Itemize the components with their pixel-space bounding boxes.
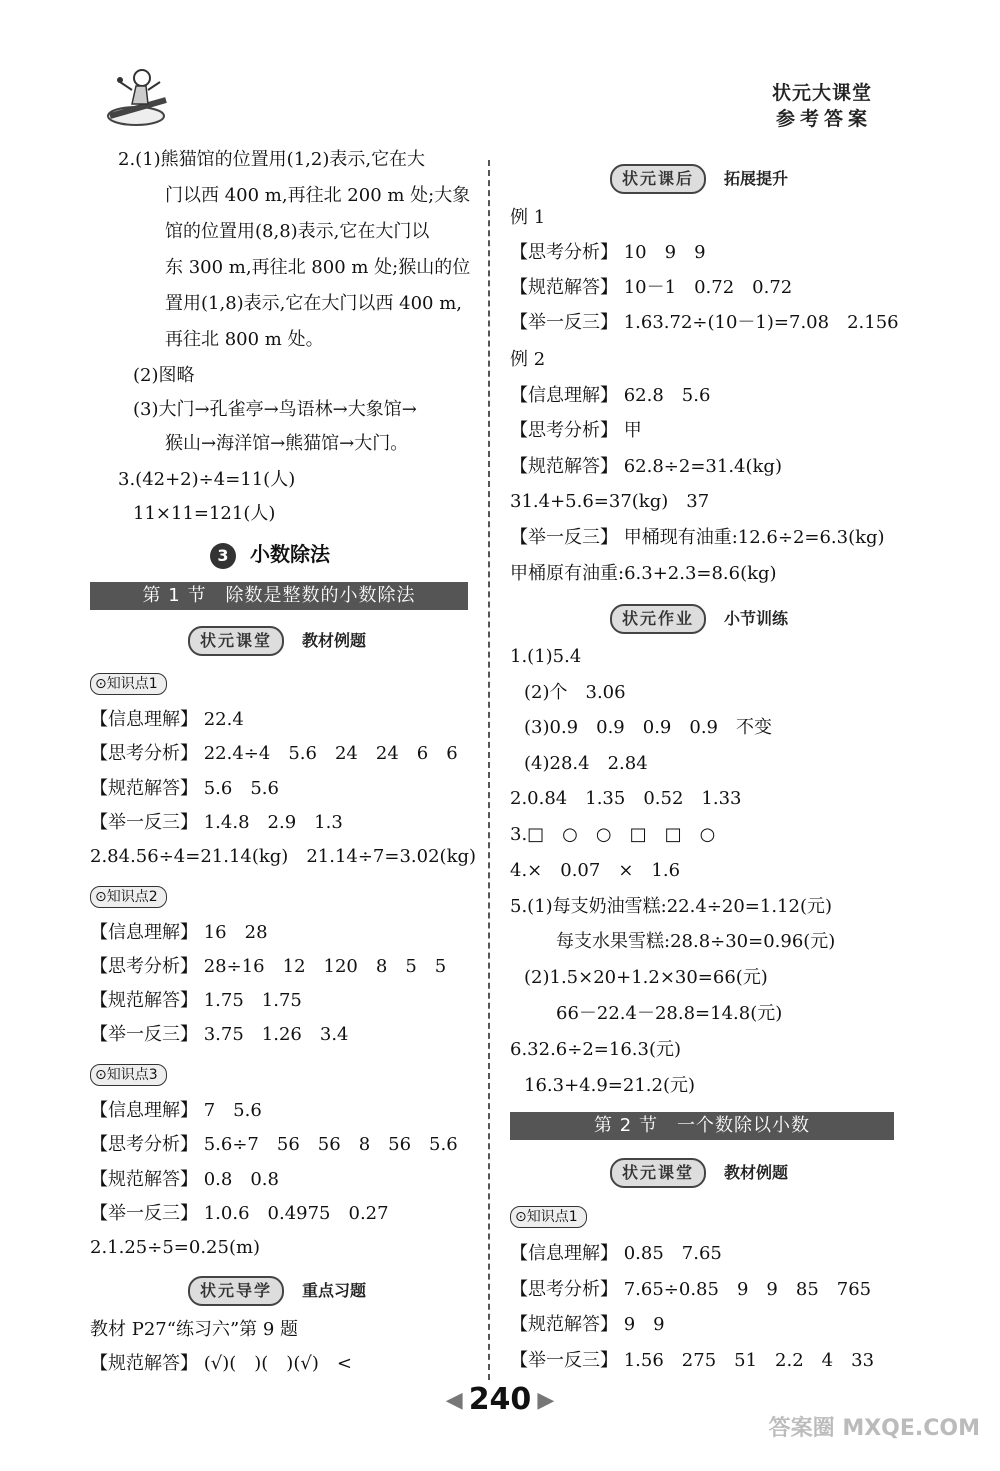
text-line: (2)1.5×20+1.2×30=66(元) [524,967,768,988]
text-line: 66－22.4－28.8=14.8(元) [556,1003,783,1024]
text-line: 【思考分析】 10 9 9 [510,242,706,263]
text-line: 2.1.25÷5=0.25(m) [90,1237,261,1258]
text-line: 【思考分析】 7.65÷0.85 9 9 85 765 [510,1279,872,1300]
text-line: 【信息理解】 16 28 [90,922,268,943]
text-line: 【思考分析】 甲 [510,420,642,441]
badge-logo-1: 状元课堂 [188,626,284,656]
text-line: 3.□ ○ ○ □ □ ○ [510,824,716,845]
mascot-icon [102,60,174,132]
text-line: 例 1 [510,207,546,228]
watermark-text: 答案圈 MXQE.COM [768,1416,980,1441]
text-line: (4)28.4 2.84 [524,753,648,774]
text-line: 【信息理解】 22.4 [90,709,244,730]
text-line: 【规范解答】 0.8 0.8 [90,1169,279,1190]
text-line: 11×11=121(人) [133,503,276,524]
text-line: 【思考分析】 22.4÷4 5.6 24 24 6 6 [90,743,458,764]
text-line: 猴山→海洋馆→熊猫馆→大门。 [165,433,409,454]
text-line: 再往北 800 m 处。 [165,329,324,350]
badge-logo-5: 状元课堂 [610,1158,706,1188]
text-line: 教材 P27“练习六”第 9 题 [90,1319,299,1340]
play-icon: ⊙ [95,676,107,692]
knowledge-point-1 [90,673,167,695]
text-line: 【举一反三】 3.75 1.26 3.4 [90,1024,349,1045]
badge-title-2: 重点习题 [302,1281,367,1300]
badge-logo-4: 状元作业 [610,604,706,634]
text-line: 【信息理解】 0.85 7.65 [510,1243,722,1264]
chapter-title: 小数除法 [250,542,330,566]
text-line: 31.4+5.6=37(kg) 37 [510,491,710,512]
section-bar-1-label: 第 1 节 除数是整数的小数除法 [142,585,416,606]
knowledge-point-1-label: 知识点1 [106,676,158,692]
text-line: 东 300 m,再往北 800 m 处;猴山的位 [165,257,471,278]
knowledge-point-2-label: 知识点2 [106,889,158,905]
knowledge-point-3-label: 知识点3 [106,1067,158,1083]
text-line: 【规范解答】 62.8÷2=31.4(kg) [510,456,782,477]
badge-title-5: 教材例题 [724,1163,789,1182]
text-line: 置用(1,8)表示,它在大门以西 400 m, [165,293,462,314]
knowledge-point-r1-label: 知识点1 [526,1209,578,1225]
play-icon: ⊙ [95,889,107,905]
knowledge-point-r1 [510,1206,587,1228]
knowledge-point-2 [90,886,167,908]
text-line: 每支水果雪糕:28.8÷30=0.96(元) [556,931,836,952]
chapter-heading [210,540,330,569]
text-line: (2)图略 [133,365,195,386]
badge-title-1: 教材例题 [302,631,367,650]
section-bar-1 [90,582,468,610]
text-line: 3.(42+2)÷4=11(人) [118,469,296,490]
badge-title-4: 小节训练 [724,609,789,628]
text-line: 【思考分析】 28÷16 12 120 8 5 5 [90,956,447,977]
text-line: 2.84.56÷4=21.14(kg) 21.14÷7=3.02(kg) [90,846,477,867]
text-line: 【思考分析】 5.6÷7 56 56 8 56 5.6 [90,1134,458,1155]
play-icon: ⊙ [515,1209,527,1225]
text-line: 【规范解答】 1.75 1.75 [90,990,302,1011]
column-divider [488,160,490,1380]
text-line: 【举一反三】 甲桶现有油重:12.6÷2=6.3(kg) [510,527,885,548]
text-line: 【举一反三】 1.56 275 51 2.2 4 33 [510,1350,875,1371]
brand-subtitle: 参考答案 [775,108,872,130]
badge-logo-2: 状元导学 [188,1276,284,1306]
text-line: (3)0.9 0.9 0.9 0.9 不变 [524,717,773,738]
page-number-value: 240 [468,1382,532,1417]
text-line: 馆的位置用(8,8)表示,它在大门以 [165,221,430,242]
text-line: 6.32.6÷2=16.3(元) [510,1039,681,1060]
text-line: 甲桶原有油重:6.3+2.3=8.6(kg) [510,563,777,584]
text-line: 【举一反三】 1.63.72÷(10－1)=7.08 2.156 [510,312,899,333]
section-bar-2 [510,1112,894,1140]
text-line: 【信息理解】 62.8 5.6 [510,385,711,406]
text-line: 【举一反三】 1.0.6 0.4975 0.27 [90,1203,389,1224]
watermark-logo [769,1404,980,1444]
knowledge-point-3 [90,1064,167,1086]
badge-title-3: 拓展提升 [724,169,789,188]
text-line: 【规范解答】 5.6 5.6 [90,778,279,799]
text-line: 【规范解答】 (√)( )( )(√) < [90,1353,352,1374]
play-icon: ⊙ [95,1067,107,1083]
mascot-logo [102,60,174,132]
text-line: 4.× 0.07 × 1.6 [510,860,681,881]
text-line: (3)大门→孔雀亭→鸟语林→大象馆→ [133,399,417,420]
chapter-number: 3 [210,543,236,569]
text-line: 【规范解答】 9 9 [510,1314,665,1335]
text-line: 【信息理解】 7 5.6 [90,1100,262,1121]
text-line: 16.3+4.9=21.2(元) [524,1075,695,1096]
text-line: 例 2 [510,349,546,370]
text-line: 5.(1)每支奶油雪糕:22.4÷20=1.12(元) [510,896,833,917]
text-line: (2)个 3.06 [524,682,626,703]
next-arrow-icon: ▶ [537,1388,555,1413]
text-line: 门以西 400 m,再往北 200 m 处;大象 [165,185,471,206]
badge-logo-3: 状元课后 [610,164,706,194]
text-line: 2.0.84 1.35 0.52 1.33 [510,788,742,809]
text-line: 2.(1)熊猫馆的位置用(1,2)表示,它在大 [118,149,426,170]
text-line: 【规范解答】 10－1 0.72 0.72 [510,277,793,298]
section-bar-2-label: 第 2 节 一个数除以小数 [594,1115,810,1136]
text-line: 【举一反三】 1.4.8 2.9 1.3 [90,812,343,833]
brand-title: 状元大课堂 [771,82,872,104]
prev-arrow-icon: ◀ [445,1388,463,1413]
text-line: 1.(1)5.4 [510,646,582,667]
